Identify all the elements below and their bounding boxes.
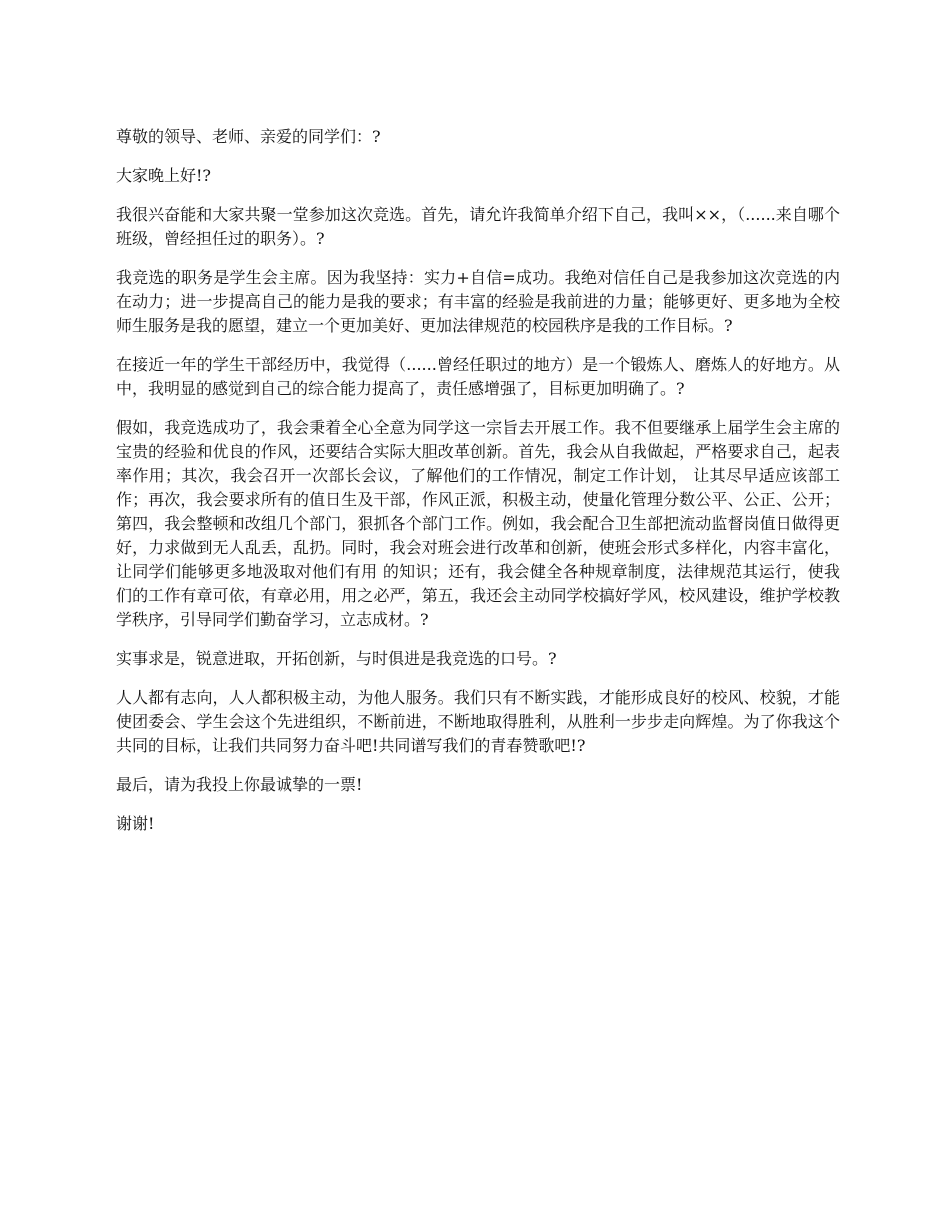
vote-request: 最后，请为我投上你最诚挚的一票!	[116, 775, 363, 794]
document-page	[116, 125, 840, 851]
work-plan-paragraph: 假如，我竞选成功了，我会秉着全心全意为同学这一宗旨去开展工作。我不但要继承上届学生会主席的宝贵的经验和优良的作风，还要结合实际大胆改革创新。首先，我会从自我做起，严格要求自己，起表率作用；其次，我会召开一次部长会议，了解他们的工作情况，制定工作计划， 让其尽早适应该部工作；再次，我会要求所有的值日生及干部，作风正派，积极主动，使量化管理分数公平、公正、公开；第四，我会整顿和改组几个部门，狠抓各个部门工作。例如，我会配合卫生部把流动监督岗值日做得更好，力求做到无人乱丢，乱扔。同时，我会对班会进行改革和创新，使班会形式多样化，内容丰富化，让同学们能够更多地汲取对他们有用 的知识；还有，我会健全各种规章制度，法律规范其运行，使我们的工作有章可依，有章必用，用之必严，第五，我还会主动同学校搞好学风，校风建设，维护学校教学秩序，引导同学们勤奋学习，立志成材。?	[116, 418, 840, 629]
self-introduction: 我很兴奋能和大家共聚一堂参加这次竞选。首先，请允许我简单介绍下自己，我叫××，（......来自哪个班级，曾经担任过的职务）。?	[116, 205, 840, 248]
experience-paragraph: 在接近一年的学生干部经历中，我觉得（......曾经任职过的地方）是一个锻炼人、磨炼人的好地方。从中，我明显的感觉到自己的综合能力提高了，责任感增强了，目标更加明确了。?	[116, 355, 840, 398]
thanks: 谢谢!	[116, 814, 155, 833]
slogan-paragraph: 实事求是，锐意进取，开拓创新，与时俱进是我竞选的口号。?	[116, 649, 557, 668]
position-statement: 我竞选的职务是学生会主席。因为我坚持：实力+自信=成功。我绝对信任自己是我参加这次竞选的内在动力；进一步提高自己的能力是我的要求；有丰富的经验是我前进的力量；能够更好、更多地为全校师生服务是我的愿望，建立一个更加美好、更加法律规范的校园秩序是我的工作目标。?	[116, 268, 840, 335]
salutation: 尊敬的领导、老师、亲爱的同学们：?	[116, 127, 381, 146]
greeting: 大家晚上好!?	[116, 166, 212, 185]
closing-appeal: 人人都有志向，人人都积极主动，为他人服务。我们只有不断实践，才能形成良好的校风、校貌，才能使团委会、学生会这个先进组织，不断前进，不断地取得胜利，从胜利一步步走向辉煌。为了你我这个共同的目标，让我们共同努力奋斗吧!共同谱写我们的青春赞歌吧!?	[116, 688, 840, 755]
